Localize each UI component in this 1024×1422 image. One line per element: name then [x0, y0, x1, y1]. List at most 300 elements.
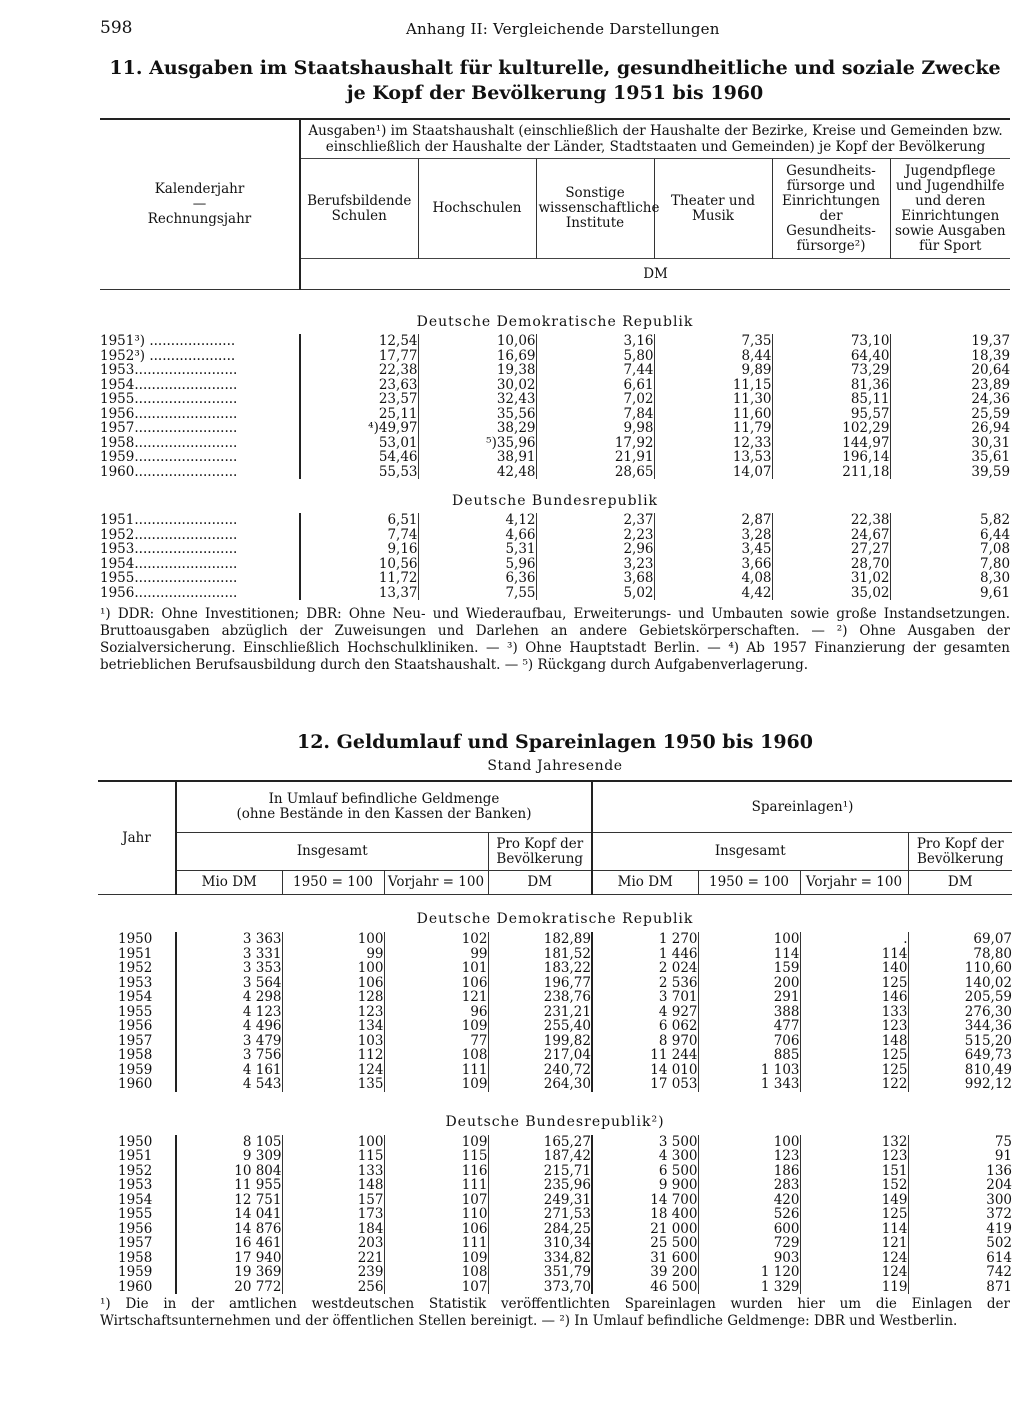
table-cell: 526 [698, 1207, 800, 1222]
table-cell: 231,21 [488, 1005, 592, 1020]
table-row [100, 378, 1010, 393]
table-cell: 28,70 [772, 557, 890, 572]
table-cell: 107 [384, 1280, 488, 1295]
table12-unit-1: Mio DM [176, 871, 282, 895]
table-cell: 85,11 [772, 392, 890, 407]
table-row [98, 1077, 1012, 1092]
table-row [98, 1048, 1012, 1063]
table-cell: 10 804 [176, 1164, 282, 1179]
table-cell: 28,65 [536, 465, 654, 480]
table-cell: 6,61 [536, 378, 654, 393]
table-cell: 4 298 [176, 990, 282, 1005]
table-cell: 119 [800, 1280, 908, 1295]
table-cell: 6,44 [890, 528, 1010, 543]
table-cell: 35,02 [772, 586, 890, 601]
table-cell: 148 [282, 1178, 384, 1193]
table-cell: 1 270 [592, 932, 698, 947]
table-cell: 12 751 [176, 1193, 282, 1208]
table-cell: 18,39 [890, 349, 1010, 364]
table11-col-header-3: Sonstige wissenschaftliche Institute [536, 159, 654, 259]
row-year: 1958........................ [100, 435, 238, 450]
table-cell: 2,37 [536, 513, 654, 528]
row-year: 1952³) .................... [100, 348, 236, 363]
table-row [100, 363, 1010, 378]
table-cell: 600 [698, 1222, 800, 1237]
table-cell: 14 876 [176, 1222, 282, 1237]
table-cell: 196,14 [772, 450, 890, 465]
table-cell: 283 [698, 1178, 800, 1193]
table12-title: 12. Geldumlauf und Spareinlagen 1950 bis 1960 [296, 731, 814, 753]
table-cell: 100 [698, 932, 800, 947]
table-cell: 21 000 [592, 1222, 698, 1237]
stub-header-line1: Kalenderjahr [154, 181, 245, 197]
table-cell: 203 [282, 1236, 384, 1251]
table-cell: 31 600 [592, 1251, 698, 1266]
table-row [100, 465, 1010, 480]
table-cell: 32,43 [418, 392, 536, 407]
table-cell: 9 900 [592, 1178, 698, 1193]
table-row [98, 1034, 1012, 1049]
table-cell: 3,28 [654, 528, 772, 543]
table-cell: 17 940 [176, 1251, 282, 1266]
table-cell: 100 [698, 1135, 800, 1150]
row-year: 1959 [118, 1265, 153, 1280]
table-row [98, 1222, 1012, 1237]
table-cell: 2,96 [536, 542, 654, 557]
table-cell: 108 [384, 1265, 488, 1280]
table-row [98, 961, 1012, 976]
table-cell: 1 120 [698, 1265, 800, 1280]
table-cell: 5,96 [418, 557, 536, 572]
table-cell: 204 [908, 1178, 1012, 1193]
table12-unit-2: 1950 = 100 [282, 871, 384, 895]
table-cell: 123 [800, 1019, 908, 1034]
table-row [98, 1149, 1012, 1164]
table-cell: 173 [282, 1207, 384, 1222]
table-cell: 144,97 [772, 436, 890, 451]
table-cell: 16,69 [418, 349, 536, 364]
table-cell: 73,29 [772, 363, 890, 378]
table-cell: 96 [384, 1005, 488, 1020]
table12-unit-3: Vorjahr = 100 [384, 871, 488, 895]
table-cell: 12,33 [654, 436, 772, 451]
table12-prokopf-1 [488, 833, 592, 871]
table-cell: 5,80 [536, 349, 654, 364]
table12-group2-header: Spareinlagen¹) [592, 781, 1012, 833]
table-cell: 3,16 [536, 334, 654, 349]
table-cell: 14,07 [654, 465, 772, 480]
row-year: 1957........................ [100, 421, 238, 436]
table-cell: 196,77 [488, 976, 592, 991]
table-cell: 124 [800, 1265, 908, 1280]
table11-col-header-5: Gesundheits-fürsorge und Einrichtungen der Gesundheits-fürsorge²) [772, 159, 890, 259]
table-cell: 100 [282, 961, 384, 976]
table-cell: 729 [698, 1236, 800, 1251]
running-head-text: Anhang II: Vergleichende Darstellungen [406, 20, 720, 38]
table-row [98, 976, 1012, 991]
table-cell: 3 479 [176, 1034, 282, 1049]
table-cell: 3 500 [592, 1135, 698, 1150]
table-cell: 30,31 [890, 436, 1010, 451]
table-cell: 13,53 [654, 450, 772, 465]
table-cell: 9,98 [536, 421, 654, 436]
table-cell: 46 500 [592, 1280, 698, 1295]
table-cell: 55,53 [300, 465, 418, 480]
table-cell: 110 [384, 1207, 488, 1222]
row-year: 1953........................ [100, 363, 238, 378]
table11-title-line2: je Kopf der Bevölkerung 1951 bis 1960 [346, 82, 764, 104]
row-year: 1960 [118, 1077, 153, 1092]
table-cell: 125 [800, 1063, 908, 1078]
row-year: 1952 [118, 1163, 153, 1178]
table12-unit-7: Vorjahr = 100 [800, 871, 908, 895]
table-cell: 903 [698, 1251, 800, 1266]
row-year: 1958 [118, 1048, 153, 1063]
table-cell: 31,02 [772, 571, 890, 586]
table-cell: 11,72 [300, 571, 418, 586]
table-cell: 69,07 [908, 932, 1012, 947]
table-row [98, 1135, 1012, 1150]
table-cell: 217,04 [488, 1048, 592, 1063]
table-cell: 140 [800, 961, 908, 976]
table-cell: 3 756 [176, 1048, 282, 1063]
table-row [98, 1164, 1012, 1179]
table-cell: 124 [800, 1251, 908, 1266]
table-cell: 109 [384, 1077, 488, 1092]
row-year: 1950 [118, 1134, 153, 1149]
table-cell: 7,55 [418, 586, 536, 601]
table-cell: 4,66 [418, 528, 536, 543]
table-cell: 6 500 [592, 1164, 698, 1179]
table-cell: 23,89 [890, 378, 1010, 393]
table-cell: 77 [384, 1034, 488, 1049]
table-cell: 114 [800, 1222, 908, 1237]
table-cell: 106 [282, 976, 384, 991]
row-year: 1953 [118, 1178, 153, 1193]
table-cell: 121 [800, 1236, 908, 1251]
table-cell: 26,94 [890, 421, 1010, 436]
table-cell: 25,59 [890, 407, 1010, 422]
table-cell: 14 041 [176, 1207, 282, 1222]
table-cell: 3 331 [176, 947, 282, 962]
row-year: 1951³) .................... [100, 334, 236, 349]
table-row [100, 436, 1010, 451]
table-row [100, 450, 1010, 465]
page-number: 598 [100, 18, 133, 38]
table-cell: 39 200 [592, 1265, 698, 1280]
table-cell: 107 [384, 1193, 488, 1208]
table-cell: 240,72 [488, 1063, 592, 1078]
table-cell: 115 [384, 1149, 488, 1164]
table-cell: 20,64 [890, 363, 1010, 378]
table-row [100, 513, 1010, 528]
stub-header-line2: Rechnungsjahr [147, 211, 252, 227]
table-cell: 4 496 [176, 1019, 282, 1034]
table-cell: 17,92 [536, 436, 654, 451]
table-cell: 27,27 [772, 542, 890, 557]
table12-section-row [98, 1092, 1012, 1135]
table-cell: 38,91 [418, 450, 536, 465]
table-cell: 42,48 [418, 465, 536, 480]
table-cell: 7,80 [890, 557, 1010, 572]
table-cell: 111 [384, 1236, 488, 1251]
table-cell: 211,18 [772, 465, 890, 480]
table-cell: 388 [698, 1005, 800, 1020]
table-cell: ⁵)35,96 [418, 436, 536, 451]
table11-section-label: Deutsche Bundesrepublik [452, 493, 659, 509]
table-cell: 12,54 [300, 334, 418, 349]
table-cell: 419 [908, 1222, 1012, 1237]
table12-prokopf-2 [908, 833, 1012, 871]
table-cell: 123 [800, 1149, 908, 1164]
table-cell: 108 [384, 1048, 488, 1063]
table-cell: 38,29 [418, 421, 536, 436]
table-cell: 238,76 [488, 990, 592, 1005]
table-cell: 102 [384, 932, 488, 947]
table-cell: 148 [800, 1034, 908, 1049]
table-cell: 159 [698, 961, 800, 976]
table-cell: 3,66 [654, 557, 772, 572]
table-cell: 215,71 [488, 1164, 592, 1179]
table-cell: 3,45 [654, 542, 772, 557]
table-cell: 152 [800, 1178, 908, 1193]
table-cell: 255,40 [488, 1019, 592, 1034]
table-cell: 649,73 [908, 1048, 1012, 1063]
table-cell: 114 [800, 947, 908, 962]
table11-title-line1: 11. Ausgaben im Staatshaushalt für kulturelle, gesundheitliche und soziale Zwecke [109, 57, 1001, 79]
row-year: 1951 [118, 1149, 153, 1164]
table-row [100, 528, 1010, 543]
table-cell: 13,37 [300, 586, 418, 601]
table12-group1-header [176, 781, 592, 833]
prokopf1-line2: Bevölkerung [496, 850, 584, 867]
table-cell: 25,11 [300, 407, 418, 422]
table-cell: 125 [800, 976, 908, 991]
row-year: 1960........................ [100, 464, 238, 479]
table-cell: 10,56 [300, 557, 418, 572]
table-cell: 14 700 [592, 1193, 698, 1208]
row-year: 1952........................ [100, 527, 238, 542]
table-cell: 5,02 [536, 586, 654, 601]
table12-subtitle: Stand Jahresende [487, 758, 623, 774]
row-year: 1955........................ [100, 571, 238, 586]
table-cell: 186 [698, 1164, 800, 1179]
table12-section-label: Deutsche Bundesrepublik²) [445, 1113, 665, 1130]
table-cell: 515,20 [908, 1034, 1012, 1049]
table12-section-row [98, 895, 1012, 933]
table-cell: 25 500 [592, 1236, 698, 1251]
table12-insgesamt-1: Insgesamt [176, 833, 488, 871]
table-row [98, 1063, 1012, 1078]
table11-col-header-4: Theater und Musik [654, 159, 772, 259]
row-year: 1951........................ [100, 513, 238, 528]
table-cell: 95,57 [772, 407, 890, 422]
table11-stub-header [100, 119, 300, 290]
table-cell: 128 [282, 990, 384, 1005]
table11-span-header [300, 119, 1010, 159]
table-cell: 182,89 [488, 932, 592, 947]
table-cell: 3 564 [176, 976, 282, 991]
table-cell: 6,36 [418, 571, 536, 586]
table-cell: 477 [698, 1019, 800, 1034]
prokopf1-line1: Pro Kopf der [496, 835, 584, 852]
table11 [100, 118, 1010, 600]
table-row [100, 407, 1010, 422]
table-cell: 125 [800, 1207, 908, 1222]
row-year: 1953 [118, 975, 153, 990]
table-cell: 109 [384, 1251, 488, 1266]
table-cell: 81,36 [772, 378, 890, 393]
table-cell: 114 [698, 947, 800, 962]
row-year: 1956........................ [100, 585, 238, 600]
table-cell: 2 024 [592, 961, 698, 976]
table-row [98, 1178, 1012, 1193]
table-cell: 19,37 [890, 334, 1010, 349]
table11-col-header-2: Hochschulen [418, 159, 536, 259]
table12-stub-header: Jahr [98, 781, 176, 895]
table-cell: ⁴)49,97 [300, 421, 418, 436]
table12-unit-8: DM [908, 871, 1012, 895]
table11-title [100, 56, 1010, 106]
table-cell: 4,42 [654, 586, 772, 601]
table-row [98, 1193, 1012, 1208]
group1-line2: (ohne Bestände in den Kassen der Banken) [236, 806, 532, 822]
table-cell: 125 [800, 1048, 908, 1063]
table-cell: 115 [282, 1149, 384, 1164]
table-cell: 18 400 [592, 1207, 698, 1222]
table-cell: 310,34 [488, 1236, 592, 1251]
table-cell: 271,53 [488, 1207, 592, 1222]
table-cell: 157 [282, 1193, 384, 1208]
table-cell: 372 [908, 1207, 1012, 1222]
table-cell: 373,70 [488, 1280, 592, 1295]
table-cell: 1 329 [698, 1280, 800, 1295]
table-cell: 102,29 [772, 421, 890, 436]
table-cell: 9 309 [176, 1149, 282, 1164]
table-cell: 20 772 [176, 1280, 282, 1295]
row-year: 1958 [118, 1250, 153, 1265]
table-cell: 334,82 [488, 1251, 592, 1266]
table-row [100, 557, 1010, 572]
table-cell: 136 [908, 1164, 1012, 1179]
prokopf2-line2: Bevölkerung [916, 850, 1004, 867]
table-cell: 3 353 [176, 961, 282, 976]
table12-section-label: Deutsche Demokratische Republik [416, 911, 694, 927]
table-cell: 183,22 [488, 961, 592, 976]
table-cell: 112 [282, 1048, 384, 1063]
row-year: 1957 [118, 1236, 153, 1251]
row-year: 1955 [118, 1207, 153, 1222]
table-cell: 111 [384, 1063, 488, 1078]
table-row [100, 421, 1010, 436]
row-year: 1952 [118, 961, 153, 976]
table12-unit-5: Mio DM [592, 871, 698, 895]
table-cell: 885 [698, 1048, 800, 1063]
table-cell: 7,84 [536, 407, 654, 422]
table-row [100, 349, 1010, 364]
table-cell: 9,61 [890, 586, 1010, 601]
table-cell: 276,30 [908, 1005, 1012, 1020]
table-cell: 7,08 [890, 542, 1010, 557]
table-cell: 187,42 [488, 1149, 592, 1164]
table-row [100, 392, 1010, 407]
row-year: 1950 [118, 932, 153, 947]
table-cell: 11,15 [654, 378, 772, 393]
span-header-line1: Ausgaben¹) im Staatshaushalt (einschließlich der Haushalte der Bezirke, Kreise und Gemeinden bzw. [308, 123, 1003, 139]
table-row [98, 947, 1012, 962]
table-cell: 7,74 [300, 528, 418, 543]
table11-unit: DM [300, 259, 1010, 290]
table-cell: 221 [282, 1251, 384, 1266]
stub-header-dash: — [192, 196, 207, 212]
table-cell: 100 [282, 932, 384, 947]
table-cell: 8 105 [176, 1135, 282, 1150]
table12-insgesamt-2: Insgesamt [592, 833, 908, 871]
table-cell: 11 244 [592, 1048, 698, 1063]
table-cell: 165,27 [488, 1135, 592, 1150]
table-cell: 8 970 [592, 1034, 698, 1049]
table-cell: 181,52 [488, 947, 592, 962]
table-row [98, 990, 1012, 1005]
row-year: 1956 [118, 1221, 153, 1236]
row-year: 1955 [118, 1004, 153, 1019]
table-cell: 121 [384, 990, 488, 1005]
table-cell: 134 [282, 1019, 384, 1034]
table-cell: 2,87 [654, 513, 772, 528]
table-cell: 5,82 [890, 513, 1010, 528]
table-cell: 30,02 [418, 378, 536, 393]
table-cell: 10,06 [418, 334, 536, 349]
table-row [98, 1019, 1012, 1034]
table-cell: 420 [698, 1193, 800, 1208]
table-cell: 103 [282, 1034, 384, 1049]
table-cell: 184 [282, 1222, 384, 1237]
table-cell: 78,80 [908, 947, 1012, 962]
table-cell: 35,61 [890, 450, 1010, 465]
table-cell: 19,38 [418, 363, 536, 378]
table-cell: 1 446 [592, 947, 698, 962]
table-cell: 23,63 [300, 378, 418, 393]
table-row [98, 1207, 1012, 1222]
table-cell: 8,30 [890, 571, 1010, 586]
table-cell: 116 [384, 1164, 488, 1179]
prokopf2-line1: Pro Kopf der [916, 835, 1004, 852]
table-cell: 300 [908, 1193, 1012, 1208]
table-cell: 21,91 [536, 450, 654, 465]
table-cell: 123 [282, 1005, 384, 1020]
table-cell: 8,44 [654, 349, 772, 364]
table-cell: 133 [800, 1005, 908, 1020]
table-cell: 4 543 [176, 1077, 282, 1092]
table-cell: 235,96 [488, 1178, 592, 1193]
table-row [100, 542, 1010, 557]
table-cell: 124 [282, 1063, 384, 1078]
table-cell: 5,31 [418, 542, 536, 557]
table-cell: 64,40 [772, 349, 890, 364]
table-cell: 1 343 [698, 1077, 800, 1092]
table-cell: 6,51 [300, 513, 418, 528]
table-cell: 7,35 [654, 334, 772, 349]
table12-unit-4: DM [488, 871, 592, 895]
table-cell: 200 [698, 976, 800, 991]
table-cell: 351,79 [488, 1265, 592, 1280]
row-year: 1955........................ [100, 392, 238, 407]
table-cell: 106 [384, 1222, 488, 1237]
table-cell: 11,30 [654, 392, 772, 407]
table-cell: 4 300 [592, 1149, 698, 1164]
table-cell: 11,60 [654, 407, 772, 422]
table-cell: 17,77 [300, 349, 418, 364]
